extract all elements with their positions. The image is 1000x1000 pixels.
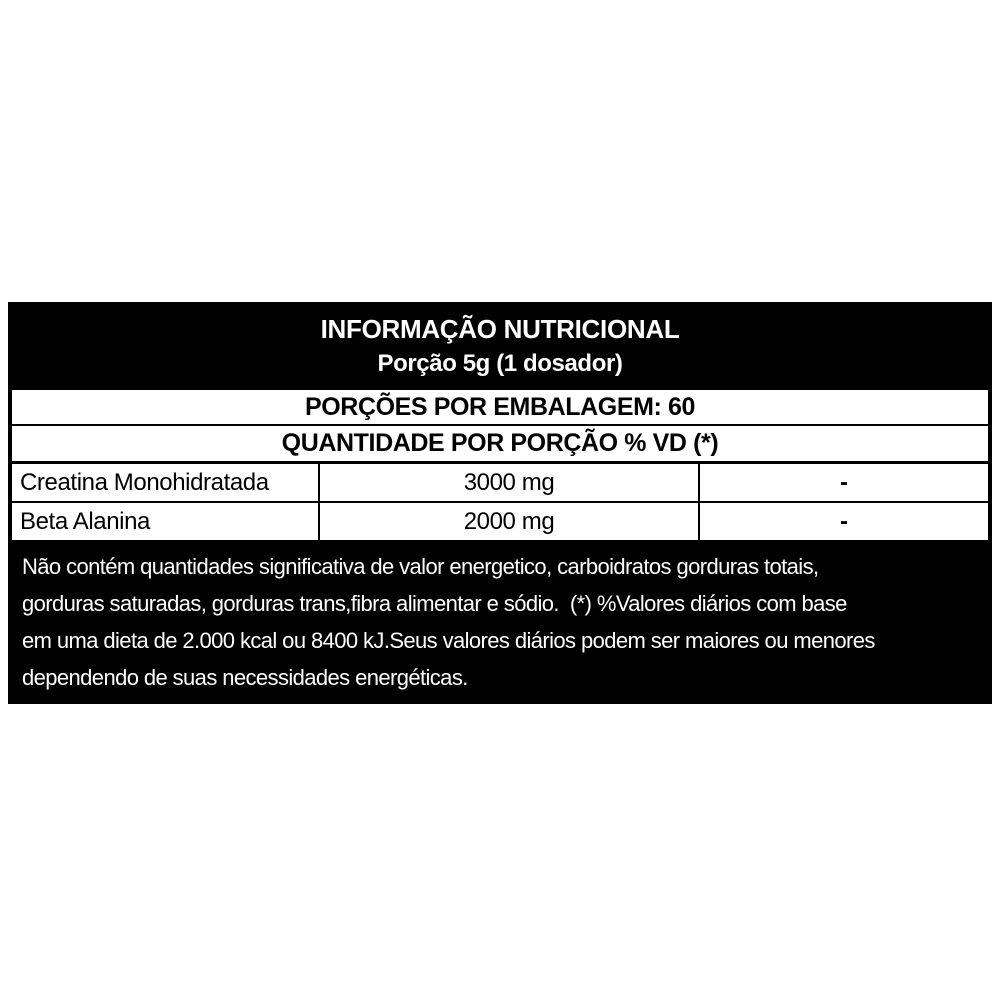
- nutrient-name: Creatina Monohidratada: [12, 464, 320, 501]
- nutrient-name: Beta Alanina: [12, 503, 320, 540]
- table-row-beta-alanina: [12, 501, 988, 540]
- footnote-line: Não contém quantidades significativa de valor energetico, carboidratos gorduras totais,: [22, 554, 819, 579]
- nutrient-daily-value: -: [840, 468, 848, 496]
- footnote-line: em uma dieta de 2.000 kcal ou 8400 kJ.Seus valores diários podem ser maiores ou menores: [22, 628, 875, 653]
- footnote-line: dependendo de suas necessidades energéticas.: [22, 665, 468, 690]
- footnote-band: [12, 540, 988, 700]
- footnote-line: gorduras saturadas, gorduras trans,fibra alimentar e sódio. (*) %Valores diários com base: [22, 591, 847, 616]
- servings-per-package-row: PORÇÕES POR EMBALAGEM: 60: [12, 388, 988, 424]
- nutrient-amount: 2000 mg: [320, 503, 700, 540]
- nutrition-facts-table: [8, 302, 992, 704]
- nutrient-daily-value: -: [840, 507, 848, 535]
- table-header-band: [12, 306, 988, 388]
- table-title: INFORMAÇÃO NUTRICIONAL: [320, 313, 680, 344]
- serving-size: Porção 5g (1 dosador): [377, 350, 623, 378]
- nutrient-amount: 3000 mg: [320, 464, 700, 501]
- table-row-creatina: [12, 464, 988, 501]
- quantity-per-serving-header: QUANTIDADE POR PORÇÃO % VD (*): [12, 424, 988, 464]
